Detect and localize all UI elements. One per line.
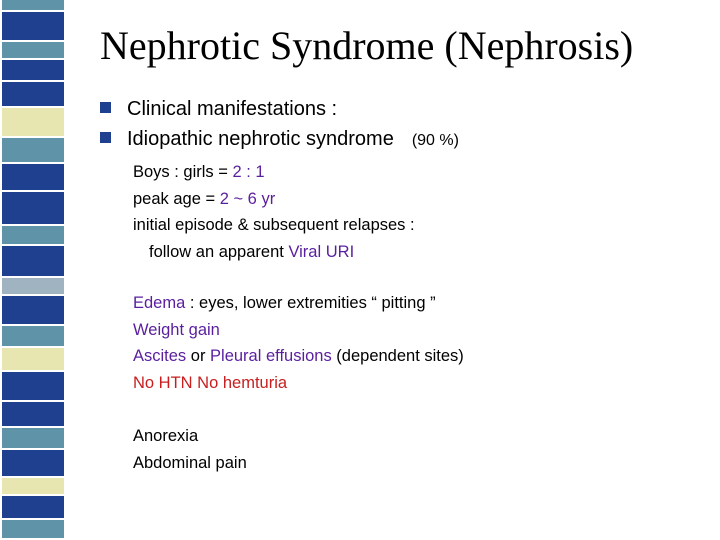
follow-value: Viral URI <box>288 242 355 261</box>
ascites-label: Ascites <box>133 347 187 365</box>
anorexia-line: Anorexia <box>133 427 199 445</box>
bullet-item <box>100 128 459 158</box>
slide-title: Nephrotic Syndrome (Nephrosis) <box>100 23 634 68</box>
or-text: or <box>186 347 211 365</box>
details-block <box>133 159 415 265</box>
edema-line <box>133 290 464 317</box>
other-symptoms-block <box>133 423 247 476</box>
dependent-text: (dependent sites) <box>331 347 464 365</box>
bullet-text: Idiopathic nephrotic syndrome <box>127 128 394 150</box>
bullet-text: Clinical manifestations : <box>127 98 338 120</box>
peak-age-line <box>133 186 415 213</box>
ratio-label: Boys : girls = <box>133 163 233 181</box>
peak-age-label: peak age = <box>133 189 220 208</box>
episode-line: initial episode & subsequent relapses : <box>133 216 415 234</box>
follow-label: follow an apparent <box>149 242 289 261</box>
bullet-note: (90 %) <box>411 132 459 149</box>
decorative-stripe-bar <box>0 0 66 540</box>
edema-label: Edema <box>133 294 186 312</box>
edema-text: : eyes, lower extremities “ pitting ” <box>185 294 436 312</box>
ascites-line <box>133 343 464 370</box>
weight-gain-line: Weight gain <box>133 320 220 339</box>
square-bullet-icon <box>100 102 111 113</box>
peak-age-value: 2 ~ 6 yr <box>219 189 276 208</box>
bullet-item <box>100 98 459 128</box>
pleural-label: Pleural effusions <box>210 347 332 365</box>
ratio-value: 2 : 1 <box>232 163 265 181</box>
bullet-list <box>100 98 459 158</box>
follow-line <box>133 239 415 266</box>
abdominal-pain-line: Abdominal pain <box>133 453 247 472</box>
ratio-line <box>133 159 415 186</box>
square-bullet-icon <box>100 132 111 143</box>
no-htn-line: No HTN No hemturia <box>133 373 288 392</box>
symptoms-block <box>133 290 464 396</box>
